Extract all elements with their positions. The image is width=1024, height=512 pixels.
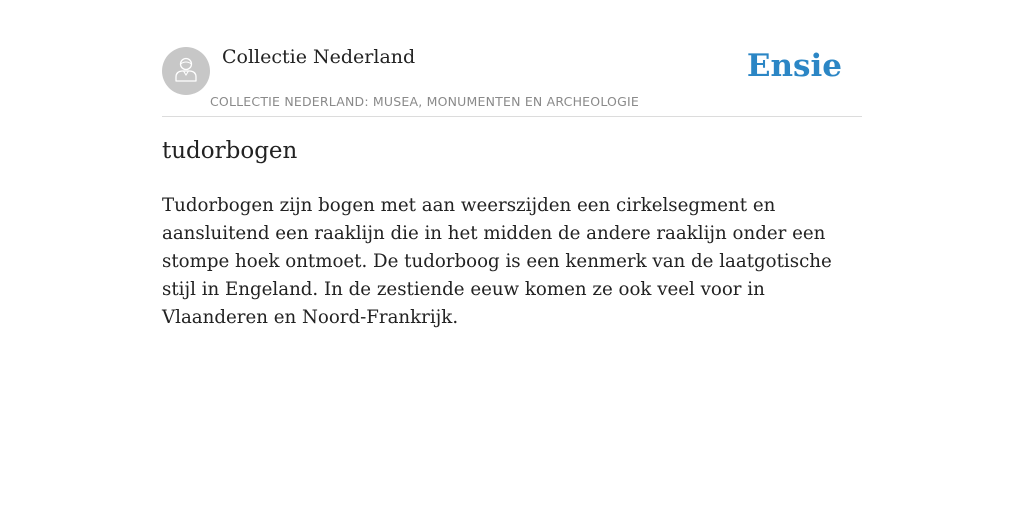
author-subtitle: COLLECTIE NEDERLAND: MUSEA, MONUMENTEN EN ARCHEOLOGIE — [210, 94, 639, 109]
article-body: Tudorbogen zijn bogen met aan weerszijden een cirkelsegment en aansluitend een raaklijn die in het midden de andere raaklijn onder een stompe hoek ontmoet. De tudorboog is een kenmerk van de laatgotische stijl in Engeland. In de zestiende eeuw komen ze ook veel voor in Vlaanderen en Noord-Frankrijk. — [162, 195, 832, 328]
avatar[interactable] — [162, 47, 210, 95]
ensie-logo[interactable]: Ensie — [746, 48, 842, 84]
article-header — [162, 40, 862, 117]
user-icon — [171, 54, 201, 89]
author-name[interactable]: Collectie Nederland — [222, 46, 416, 68]
article-title: tudorbogen — [162, 138, 298, 164]
